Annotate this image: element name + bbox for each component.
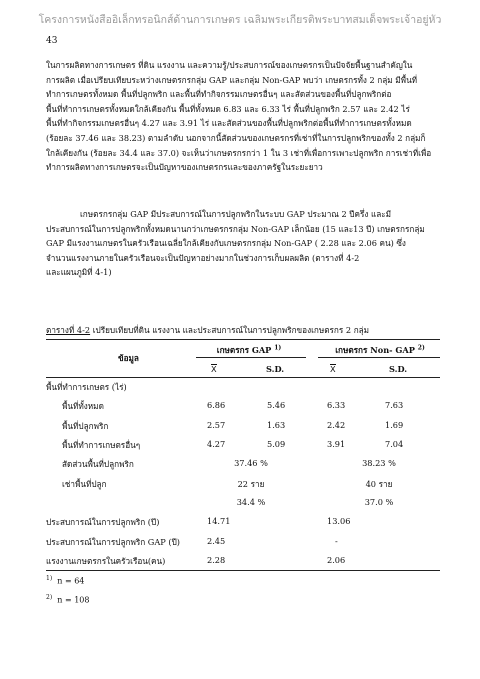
cell-non-gap-mean: 3.91 xyxy=(327,439,346,449)
text-line: ประสบการณ์ในการปลูกพริกทั้งหมดนานกว่าเกษตรกรกลุ่ม Non-GAP เล็กน้อย (15 และ13 ปี) เกษตรกรกลุ่ม xyxy=(46,223,425,234)
subheader-gap-sd: S.D. xyxy=(266,364,285,374)
row-label-rented-land: เช่าพื้นที่ปลูก xyxy=(62,479,107,489)
cell-non-gap-ratio: 38.23 % xyxy=(362,458,396,468)
table-bottom-rule xyxy=(46,570,440,571)
group-header-non-gap: เกษตรกร Non- GAP $^{2)}$ xyxy=(335,344,425,355)
text-line: ใกล้เคียงกัน (ร้อยละ 34.4 และ 37.0) จะเห็นว่าเกษตรกรกว่า 1 ใน 3 เช่าที่เพื่อการเพาะปลูกพริก การเช่าที่เพื่อ xyxy=(46,147,432,158)
cell-non-gap-rent-percent: 37.0 % xyxy=(364,497,394,507)
cell-non-gap-mean: 2.42 xyxy=(327,420,346,430)
cell-gap-sd: 1.63 xyxy=(267,420,286,430)
cell-gap-experience: 14.71 xyxy=(207,516,231,526)
footnote-non-gap: $^{2)}$ n = 108 xyxy=(46,594,90,605)
paragraph-land-use xyxy=(46,58,440,175)
text-line: จำนวนแรงงานภายในครัวเรือนจะเป็นปัญหาอย่างมากในช่วงการเก็บผลผลิต (ตารางที่ 4-2 xyxy=(46,252,360,263)
row-label-chili-area: พื้นที่ปลูกพริก xyxy=(62,421,109,431)
cell-gap-sd: 5.09 xyxy=(267,439,286,449)
cell-non-gap-experience: 13.06 xyxy=(327,516,351,526)
cell-gap-ratio: 37.46 % xyxy=(234,458,268,468)
running-header: โครงการหนังสืออิเล็กทรอนิกส์ด้านการเกษตร เฉลิมพระเกียรติพระบาทสมเด็จพระเจ้าอยู่หัว xyxy=(38,14,442,26)
group-header-gap: เกษตรกร GAP $^{1)}$ xyxy=(216,344,282,355)
cell-gap-rent-percent: 34.4 % xyxy=(236,497,266,507)
text-line: พื้นที่ทำการเกษตรทั้งหมดใกล้เคียงกัน พื้นที่ทั้งหมด 6.83 และ 6.33 ไร่ พื้นที่ปลูกพริก 2.57 และ 2.42 ไร่ xyxy=(46,103,410,114)
paragraph-experience xyxy=(46,207,440,280)
cell-non-gap-gap-experience: - xyxy=(335,536,338,546)
row-label-household-labor: แรงงานเกษตรกรในครัวเรือน(คน) xyxy=(46,556,166,566)
text-line: เกษตรกรกลุ่ม GAP มีประสบการณ์ในการปลูกพริกในระบบ GAP ประมาณ 2 ปีครึ่ง และมี xyxy=(80,209,392,219)
subheader-non-gap-mean: X xyxy=(330,364,336,374)
subheader-gap-mean: X xyxy=(211,364,217,374)
cell-non-gap-labor: 2.06 xyxy=(327,555,346,565)
row-label-chili-experience: ประสบการณ์ในการปลูกพริก (ปี) xyxy=(46,517,160,527)
group-rule-non-gap xyxy=(318,357,440,358)
row-label-other-area: พื้นที่ทำการเกษตรอื่นๆ xyxy=(62,440,141,450)
column-header-data: ข้อมูล xyxy=(118,353,139,363)
table-caption-text: เปรียบเทียบที่ดิน แรงงาน และประสบการณ์ในการปลูกพริกของเกษตรกร 2 กลุ่ม xyxy=(90,325,370,335)
text-line: GAP มีแรงงานเกษตรในครัวเรือนเฉลี่ยใกล้เคียงกับเกษตรกรกลุ่ม Non-GAP ( 2.28 และ 2.06 คน) ซึ่ง xyxy=(46,238,406,249)
cell-gap-mean: 2.57 xyxy=(207,420,226,430)
table-caption xyxy=(46,324,369,337)
cell-gap-mean: 6.86 xyxy=(207,400,226,410)
cell-gap-gap-experience: 2.45 xyxy=(207,536,226,546)
cell-gap-rent-count: 22 ราย xyxy=(237,479,265,489)
page-number: 43 xyxy=(46,36,58,46)
text-line: (ร้อยละ 37.46 และ 38.23) ตามลำดับ นอกจากนี้สัดส่วนของเกษตรกรที่เช่าที่ในการปลูกพริกของทั้ง 2 กลุ่มก็ xyxy=(46,132,426,143)
cell-non-gap-sd: 7.04 xyxy=(385,439,404,449)
text-line: และแผนภูมิที่ 4-1) xyxy=(46,267,112,278)
row-label-gap-experience: ประสบการณ์ในการปลูกพริก GAP (ปี) xyxy=(46,537,180,547)
cell-gap-sd: 5.46 xyxy=(267,400,286,410)
row-label-total-area: พื้นที่ทั้งหมด xyxy=(62,401,104,411)
section-title-farm-area: พื้นที่ทำการเกษตร (ไร่) xyxy=(46,382,127,392)
text-line: การผลิต เมื่อเปรียบเทียบระหว่างเกษตรกรกลุ่ม GAP และกลุ่ม Non-GAP พบว่า เกษตรกรทั้ง 2 กลุ่ม มีพื้นที่ xyxy=(46,74,418,85)
cell-non-gap-sd: 1.69 xyxy=(385,420,404,430)
footnote-gap: $^{1)}$ n = 64 xyxy=(46,575,85,586)
row-label-chili-ratio: สัดส่วนพื้นที่ปลูกพริก xyxy=(62,459,134,469)
cell-non-gap-rent-count: 40 ราย xyxy=(365,479,393,489)
text-line: พื้นที่ทำกิจกรรมเกษตรอื่นๆ 4.27 และ 3.91 ไร่ และสัดส่วนของพื้นที่ปลูกพริกต่อพื้นที่ทำการเกษตรทั้งหมด xyxy=(46,118,412,129)
table-caption-label: ตารางที่ 4-2 xyxy=(46,325,91,335)
group-rule-gap xyxy=(196,357,306,358)
cell-non-gap-mean: 6.33 xyxy=(327,400,346,410)
subheader-non-gap-sd: S.D. xyxy=(389,364,408,374)
cell-non-gap-sd: 7.63 xyxy=(385,400,404,410)
text-line: ทำการเกษตรทั้งหมด พื้นที่ปลูกพริก และพื้นที่ทำกิจกรรมเกษตรอื่นๆ และสัดส่วนของพื้นที่ปลูกพริกต่อ xyxy=(46,89,392,100)
cell-gap-labor: 2.28 xyxy=(207,555,226,565)
header-bottom-rule xyxy=(46,377,440,378)
text-line: ทำการผลิตทางการเกษตรจะเป็นปัญหาของเกษตรกรและของภาครัฐในระยะยาว xyxy=(46,162,323,173)
text-line: ในการผลิตทางการเกษตร ที่ดิน แรงงาน และความรู้/ประสบการณ์ของเกษตรกรเป็นปัจจัยพื้นฐานสำคัญใน xyxy=(46,60,413,70)
cell-gap-mean: 4.27 xyxy=(207,439,226,449)
table-top-rule xyxy=(46,339,440,340)
